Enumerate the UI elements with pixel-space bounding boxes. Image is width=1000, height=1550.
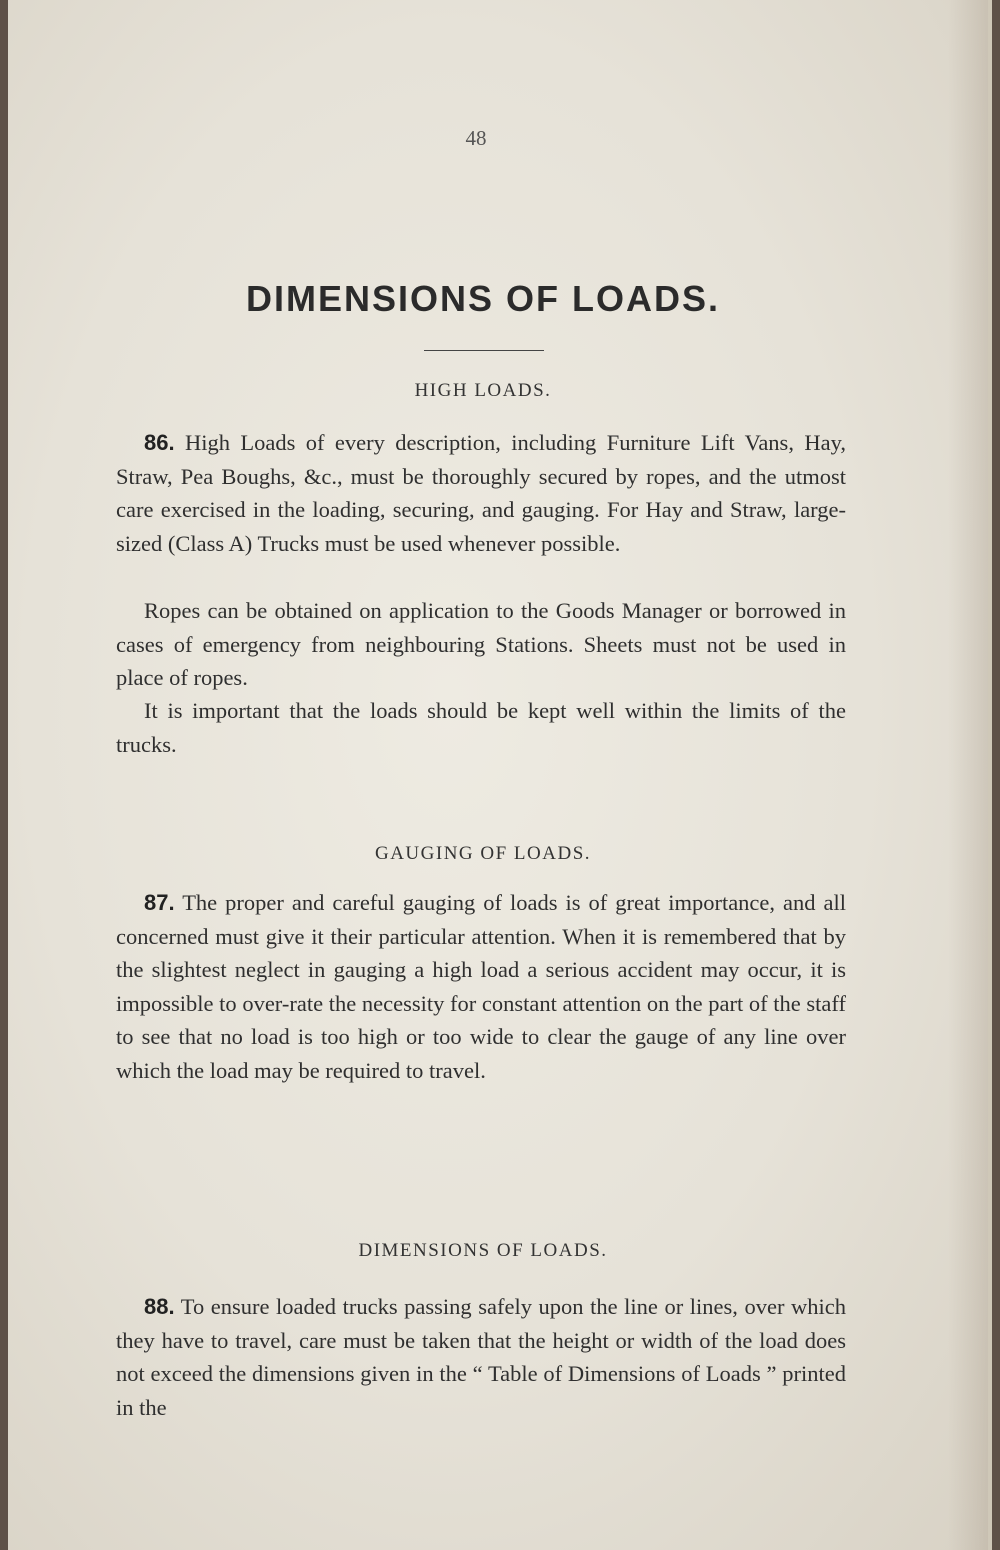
- paragraph-text: The proper and careful gauging of loads is of great importance, and all concerned must give it their particular attention. When it is remembered that by the slightest neglect in gauging a high load a serious accident may occur, it is impossible to over-rate the necessity for constant attention on the part of the staff to see that no load is too high or too wide to clear the gauge of any line over which the load may be required to travel.: [116, 890, 846, 1083]
- paragraph-text: To ensure loaded trucks passing safely upon the line or lines, over which they have to travel, care must be taken that the height or width of the load does not exceed the dimensions given in the “ Table of Dimensions of Loads ” printed in the: [116, 1294, 847, 1420]
- section-heading-gauging: GAUGING OF LOADS.: [374, 843, 592, 864]
- paragraph-ropes: Ropes can be obtained on application to the Goods Manager or borrowed in cases of emergency from neighbouring Stations. Sheets must not be used in place of ropes.: [116, 598, 846, 690]
- paragraph-limits: It is important that the loads should be kept well within the limits of the trucks.: [116, 698, 846, 757]
- paragraph-number: 88.: [144, 1294, 175, 1319]
- title-divider: [424, 350, 544, 351]
- paragraph-87: [116, 886, 846, 1087]
- paragraph-86: [116, 426, 846, 560]
- paragraph-number: 87.: [144, 890, 175, 915]
- page-title: DIMENSIONS OF LOADS.: [245, 278, 721, 319]
- page-number: 48: [465, 126, 487, 150]
- section-heading-high-loads: HIGH LOADS.: [414, 380, 552, 401]
- paragraph-number: 86.: [144, 430, 175, 455]
- book-page: [8, 0, 992, 1550]
- paragraph-text: High Loads of every description, including Furniture Lift Vans, Hay, Straw, Pea Boughs, &c., must be thoroughly secured by ropes, and the utmost care exercised in the loading, securing, and gauging. For Hay and Straw, large-sized (Class A) Trucks must be used whenever possible.: [116, 430, 846, 556]
- section-heading-dimensions: DIMENSIONS OF LOADS.: [358, 1240, 608, 1261]
- paragraph-88: [116, 1290, 846, 1424]
